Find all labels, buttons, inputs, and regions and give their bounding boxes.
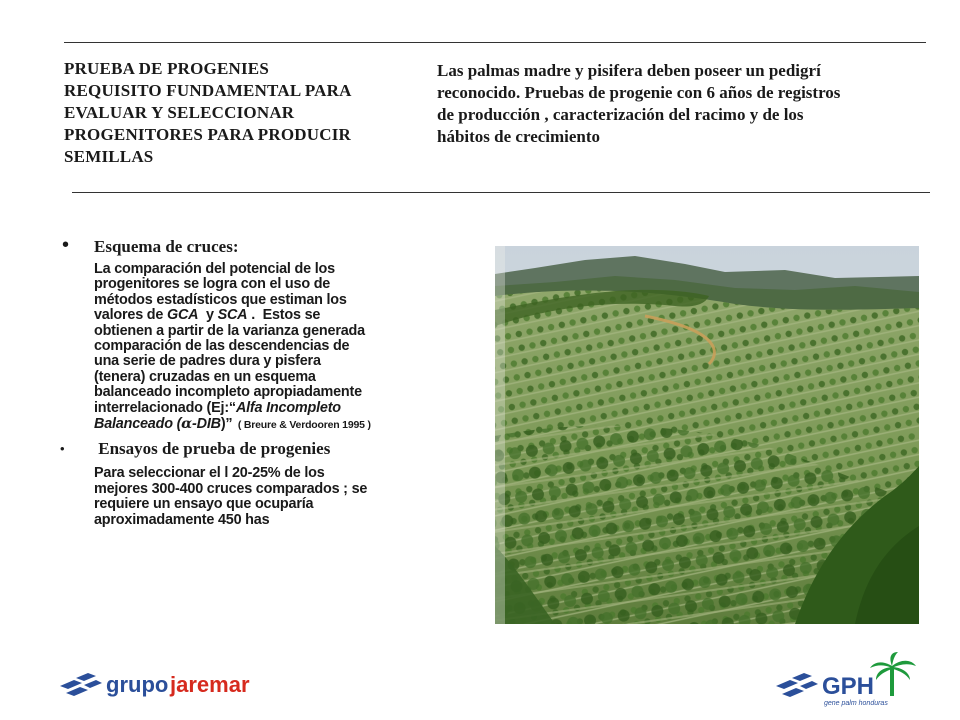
title-line: PROGENITORES PARA PRODUCIR bbox=[64, 125, 351, 144]
bullet-list bbox=[62, 236, 482, 528]
bullet-marker: • bbox=[60, 441, 65, 457]
description-line: de producción , caracterización del racimo y de los bbox=[437, 105, 804, 124]
bullet-title: Esquema de cruces: bbox=[94, 237, 239, 256]
description-line: hábitos de crecimiento bbox=[437, 127, 601, 146]
top-divider bbox=[64, 42, 926, 43]
citation: ( Breure & Verdooren 1995 ) bbox=[232, 419, 371, 432]
body-text: valores de bbox=[94, 307, 167, 324]
bullet-body bbox=[94, 262, 482, 433]
body-line: (tenera) cruzadas en un esquema bbox=[94, 368, 316, 385]
jaremar-mark-icon bbox=[60, 673, 102, 696]
body-line bbox=[94, 308, 482, 323]
body-line: mejores 300-400 cruces comparados ; se bbox=[94, 480, 368, 497]
body-line: obtienen a partir de la varianza generada bbox=[94, 322, 365, 339]
body-text: . Estos se bbox=[247, 307, 321, 324]
logo-text-gph: GPH bbox=[822, 673, 875, 700]
body-text: interrelacionado (Ej:“ bbox=[94, 399, 236, 416]
logo-text-jaremar: jaremar bbox=[170, 672, 250, 697]
logo-tagline: gene palm honduras bbox=[824, 700, 888, 707]
palm-tree-icon bbox=[870, 652, 916, 696]
title-line: REQUISITO FUNDAMENTAL PARA bbox=[64, 81, 352, 100]
gph-logo bbox=[772, 652, 930, 708]
design-name: Balanceado ( bbox=[94, 416, 182, 433]
body-line: balanceado incompleto apropiadamente bbox=[94, 384, 362, 401]
bullet-cross-scheme bbox=[62, 236, 482, 433]
body-line: progenitores se logra con el uso de bbox=[94, 276, 331, 293]
body-line: requiere un ensayo que ocuparía bbox=[94, 496, 314, 513]
title-line: PRUEBA DE PROGENIES bbox=[64, 59, 270, 78]
body-line: aproximadamente 450 has bbox=[94, 511, 270, 528]
bullet-marker: • bbox=[62, 234, 70, 256]
slide-title bbox=[64, 58, 426, 168]
title-line: SEMILLAS bbox=[64, 147, 154, 166]
title-line: EVALUAR Y SELECCIONAR bbox=[64, 103, 295, 122]
header-description bbox=[437, 60, 952, 148]
body-line: Para seleccionar el l 20-25% de los bbox=[94, 465, 325, 482]
gca-term: GCA bbox=[167, 307, 199, 324]
body-line: métodos estadísticos que estiman los bbox=[94, 291, 347, 308]
oil-palm-plantation-photo bbox=[495, 246, 919, 624]
body-line: comparación de las descendencias de bbox=[94, 338, 350, 355]
bullet-body bbox=[94, 466, 482, 528]
body-text: y bbox=[198, 307, 218, 324]
body-line: La comparación del potencial de los bbox=[94, 261, 335, 277]
description-line: reconocido. Pruebas de progenie con 6 años de registros bbox=[437, 83, 841, 102]
sca-term: SCA bbox=[217, 307, 248, 324]
design-name: -DIB bbox=[192, 416, 221, 433]
bullet-title: Ensayos de prueba de progenies bbox=[94, 439, 331, 459]
body-line bbox=[94, 416, 482, 433]
body-text: )” bbox=[220, 416, 233, 433]
design-name: Alfa Incompleto bbox=[235, 399, 341, 416]
bullet-progeny-trials bbox=[62, 438, 482, 528]
logo-text-grupo: grupo bbox=[106, 672, 169, 697]
body-line bbox=[94, 401, 482, 416]
description-line: Las palmas madre y pisifera deben poseer un pedigrí bbox=[437, 61, 821, 80]
body-line: una serie de padres dura y pisfera bbox=[94, 353, 321, 370]
grupo-jaremar-logo bbox=[58, 666, 278, 702]
alpha-symbol: α bbox=[181, 415, 193, 433]
middle-divider bbox=[72, 192, 930, 193]
gph-mark-icon bbox=[776, 673, 818, 697]
